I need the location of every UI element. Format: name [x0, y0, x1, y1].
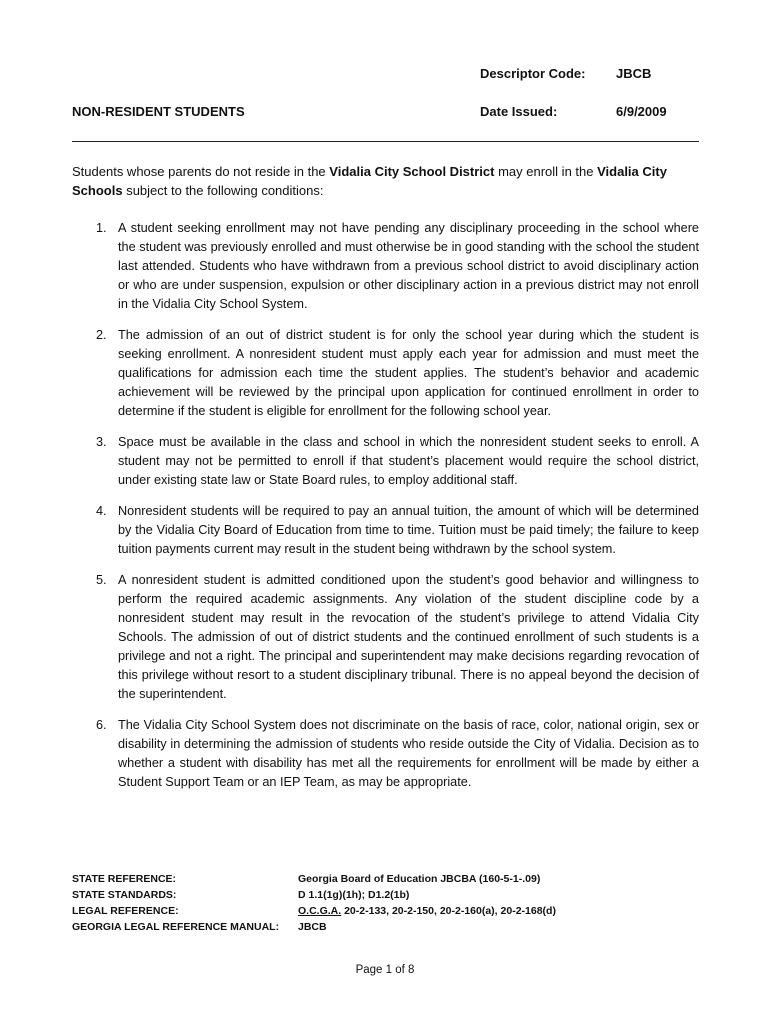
item-text: Space must be available in the class and school in which the nonresident student seeks to enroll. A student may not be permitted to enroll if that student’s placement would require the school district, under existing state law or State Board rules, to employ additional staff. [118, 435, 699, 487]
legal-reference-row [72, 903, 699, 919]
item-text: Nonresident students will be required to pay an annual tuition, the amount of which will be determined by the Vidalia City Board of Education from time to time. Tuition must be paid timely; the failure to keep tuition payments current may result in the student being withdrawn by the school system. [118, 504, 699, 556]
legal-reference-label: LEGAL REFERENCE: [72, 905, 179, 917]
list-item [72, 571, 699, 704]
intro-text-1: Students whose parents do not reside in the [72, 164, 330, 179]
document-title: NON-RESIDENT STUDENTS [72, 104, 245, 119]
list-item [72, 433, 699, 490]
descriptor-code-label: Descriptor Code: [480, 66, 586, 81]
item-text: The Vidalia City School System does not discriminate on the basis of race, color, national origin, sex or disability in determining the admission of students who reside outside the City of Vidalia. Decision as to whether a student with disability has met all the requirements for enrollment will be made by either a Student Support Team or an IEP Team, as may be appropriate. [118, 718, 699, 789]
header-divider [72, 141, 699, 142]
references-block [72, 871, 699, 935]
list-item [72, 502, 699, 559]
state-reference-row [72, 871, 699, 887]
legal-manual-value: JBCB [298, 921, 327, 933]
item-text: A nonresident student is admitted conditioned upon the student’s good behavior and willingness to perform the required academic assignments. Any violation of the student discipline code by a nonresident student may result in the revocation of the student’s privilege to attend Vidalia City Schools. The admission of out of district students and the continued enrollment of such students is a privilege and not a right. The principal and superintendent may make decisions regarding revocation of this privilege without resort to a student disciplinary tribunal. There is no appeal beyond the decision of the superintendent. [118, 573, 699, 701]
ocga-link[interactable]: O.C.G.A. [298, 905, 342, 917]
descriptor-code-value: JBCB [616, 66, 652, 81]
date-issued-value: 6/9/2009 [616, 104, 667, 119]
intro-schools-name: Vidalia City Schools [72, 164, 667, 198]
item-number: 5. [96, 573, 107, 587]
legal-reference-codes: 20-2-133, 20-2-150, 20-2-160(a), 20-2-168(d) [341, 905, 556, 917]
intro-district-name: Vidalia City School District [329, 164, 495, 179]
item-number: 4. [96, 504, 107, 518]
item-text: The admission of an out of district student is for only the school year during which the student is seeking enrollment. A nonresident student must apply each year for admission and must meet the qualifications for admission each time the student applies. The student’s behavior and academic achievement will be reviewed by the principal upon application for continued enrollment in order to determine if the student is eligible for enrollment for the following school year. [118, 328, 699, 418]
list-item [72, 716, 699, 792]
item-number: 3. [96, 435, 107, 449]
state-reference-label: STATE REFERENCE: [72, 873, 177, 885]
conditions-list [72, 219, 699, 804]
list-item [72, 219, 699, 314]
state-standards-value: D 1.1(1g)(1h); D1.2(1b) [298, 889, 410, 901]
date-issued-label: Date Issued: [480, 104, 558, 119]
page-number: Page 1 of 8 [355, 964, 415, 976]
intro-text-3: subject to the following conditions: [122, 183, 324, 198]
item-number: 1. [96, 221, 107, 235]
legal-manual-label: GEORGIA LEGAL REFERENCE MANUAL: [72, 921, 280, 933]
list-item [72, 326, 699, 421]
item-number: 6. [96, 718, 107, 732]
state-reference-value: Georgia Board of Education JBCBA (160-5-1-.09) [298, 873, 541, 885]
item-number: 2. [96, 328, 107, 342]
state-standards-label: STATE STANDARDS: [72, 889, 177, 901]
intro-text-2: may enroll in the [494, 164, 598, 179]
intro-paragraph [72, 162, 699, 200]
state-standards-row [72, 887, 699, 903]
item-text: A student seeking enrollment may not have pending any disciplinary proceeding in the school where the student was previously enrolled and must otherwise be in good standing with the school the student last attended. Students who have withdrawn from a previous school district to avoid disciplinary action or who are under suspension, expulsion or other disciplinary action in a previous district may not enroll in the Vidalia City School System. [118, 221, 699, 311]
legal-manual-row [72, 919, 699, 935]
legal-reference-value [298, 903, 699, 919]
